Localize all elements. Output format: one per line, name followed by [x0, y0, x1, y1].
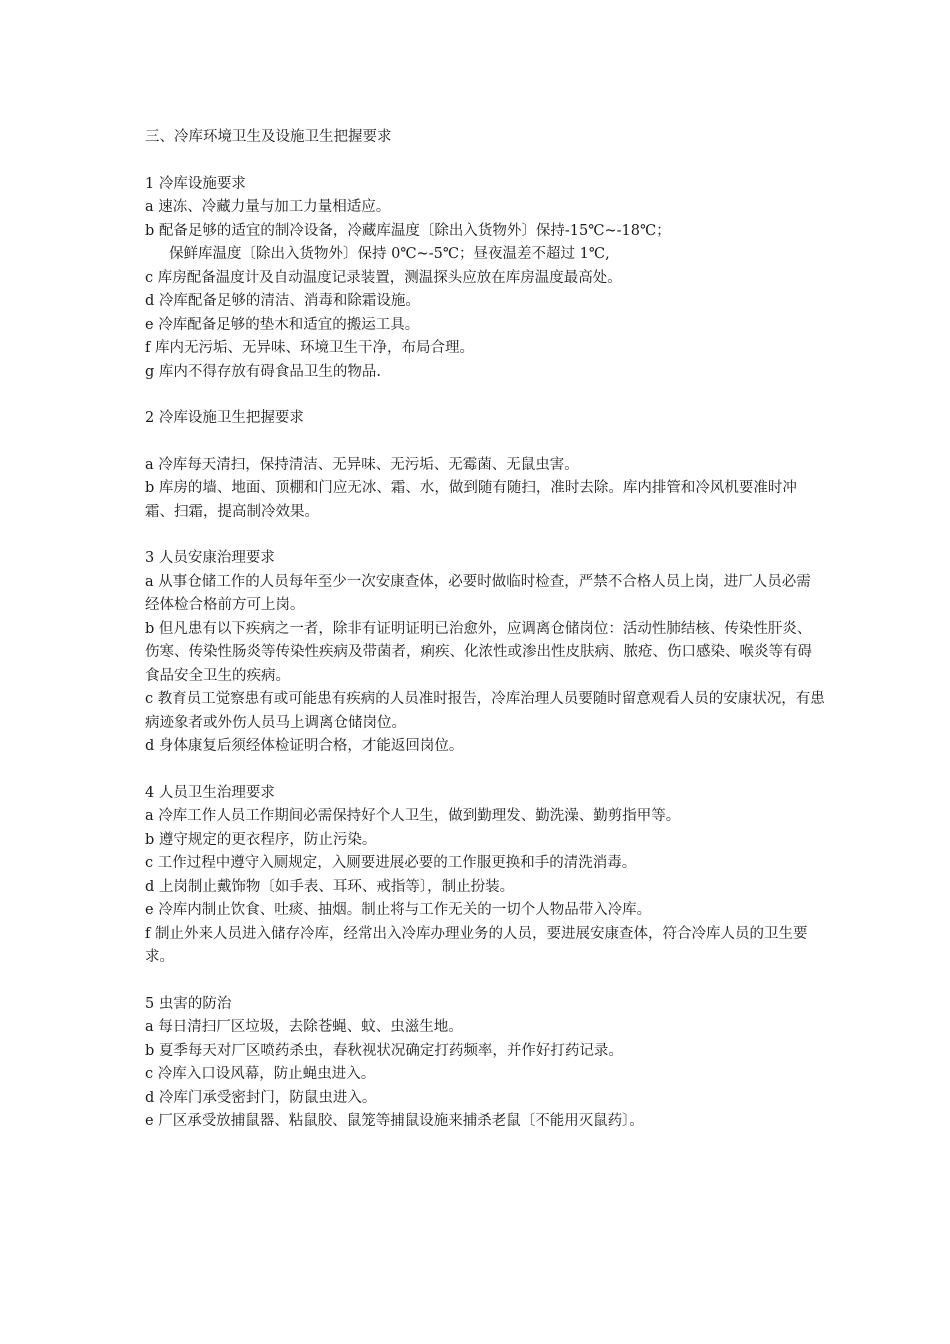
list-item: a 冷库每天清扫，保持清洁、无异味、无污垢、无霉菌、无鼠虫害。	[145, 456, 579, 473]
list-item: b 但凡患有以下疾病之一者，除非有证明证明已治愈外，应调离仓储岗位：活动性肺结核、传染性肝炎、伤寒、传染性肠炎等传染性疾病及带菌者，痢疾、化浓性或渗出性皮肤病、脓疮、伤口感染、喉炎等有碍食品安全卫生的疾病。	[145, 620, 812, 684]
list-item: d 冷库门承受密封门，防鼠虫进入。	[145, 1089, 377, 1106]
list-item: b 库房的墙、地面、顶棚和门应无冰、霜、水，做到随有随扫，准时去除。库内排管和冷风机要准时冲霜、扫霜，提高制冷效果。	[145, 480, 797, 520]
list-item: c 冷库入口设风幕，防止蝇虫进入。	[145, 1066, 376, 1082]
list-item: b 遵守规定的更衣程序，防止污染。	[145, 831, 377, 848]
list-item: a 冷库工作人员工作期间必需保持好个人卫生，做到勤理发、勤洗澡、勤剪指甲等。	[145, 808, 681, 824]
list-item: b 配备足够的适宜的制冷设备，冷藏库温度〔除出入货物外〕保持-15℃~-18℃；	[145, 222, 671, 239]
list-item: f 制止外来人员进入储存冷库，经常出入冷库办理业务的人员，要进展安康查体，符合冷库人员的卫生要求。	[145, 925, 808, 965]
list-item: c 库房配备温度计及自动温度记录装置，测温探头应放在库房温度最高处。	[145, 269, 622, 286]
list-item: e 冷库内制止饮食、吐痰、抽烟。制止将与工作无关的一切个人物品带入冷库。	[145, 902, 652, 918]
list-item: e 厂区承受放捕鼠器、粘鼠胶、鼠笼等捕鼠设施来捕杀老鼠〔不能用灭鼠药〕。	[145, 1113, 644, 1129]
section-heading: 1 冷库设施要求	[145, 175, 246, 192]
section-facility-requirements	[145, 173, 825, 385]
list-item: d 身体康复后须经体检证明合格，才能返回岗位。	[145, 738, 464, 754]
list-item: c 教育员工觉察患有或可能患有疾病的人员准时报告，冷库治理人员要随时留意观看人员的安康状况，有患病迹象者或外伤人员马上调离仓储岗位。	[145, 691, 825, 731]
section-staff-hygiene	[145, 782, 825, 970]
list-item-continuation: 保鲜库温度〔除出入货物外〕保持 0℃~-5℃；昼夜温差不超过 1℃,	[169, 246, 610, 262]
document-title: 三、冷库环境卫生及设施卫生把握要求	[145, 129, 392, 145]
section-heading: 4 人员卫生治理要求	[145, 784, 275, 801]
list-item: a 从事仓储工作的人员每年至少一次安康查体，必要时做临时检查，严禁不合格人员上岗，进厂人员必需经体检合格前方可上岗。	[145, 573, 811, 613]
list-item: a 每日清扫厂区垃圾，去除苍蝇、蚊、虫滋生地。	[145, 1019, 463, 1035]
section-heading: 2 冷库设施卫生把握要求	[145, 410, 304, 426]
section-pest-control	[145, 993, 825, 1134]
list-item: d 上岗制止戴饰物〔如手表、耳环、戒指等〕，制止扮装。	[145, 878, 515, 895]
section-heading: 5 虫害的防治	[145, 995, 232, 1012]
list-item: d 冷库配备足够的清洁、消毒和除霜设施。	[145, 293, 420, 309]
section-facility-hygiene	[145, 407, 825, 524]
document-body	[145, 126, 825, 1157]
list-item: a 速冻、冷藏力量与加工力量相适应。	[145, 199, 391, 215]
list-item: g 库内不得存放有碍食品卫生的物品.	[145, 363, 381, 380]
list-item: b 夏季每天对厂区喷药杀虫，春秋视状况确定打药频率，并作好打药记录。	[145, 1042, 623, 1059]
list-item: f 库内无污垢、无异味、环境卫生干净，布局合理。	[145, 340, 474, 356]
section-staff-health	[145, 547, 825, 759]
list-item: c 工作过程中遵守入厕规定，入厕要进展必要的工作服更换和手的清洗消毒。	[145, 855, 637, 871]
section-heading: 3 人员安康治理要求	[145, 550, 275, 566]
list-item: e 冷库配备足够的垫木和适宜的搬运工具。	[145, 316, 420, 333]
